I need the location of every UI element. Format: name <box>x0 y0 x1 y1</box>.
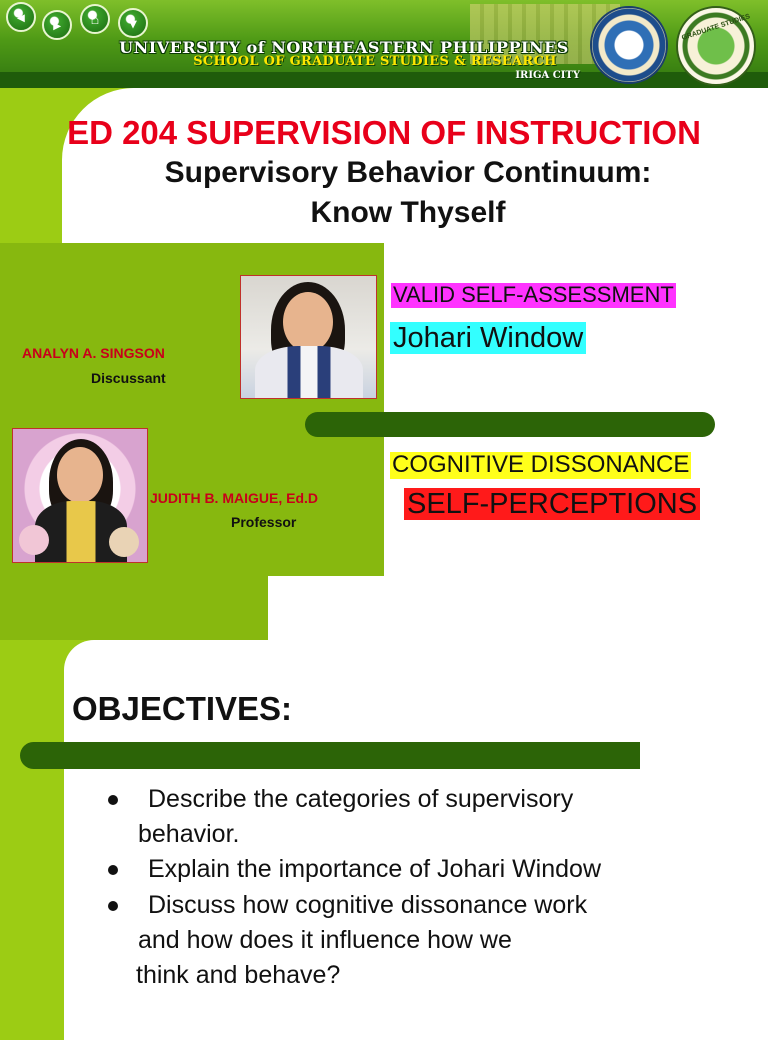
teddy-bear-icon <box>109 527 139 557</box>
divider-pill <box>305 412 715 437</box>
objectives-heading: OBJECTIVES: <box>72 690 293 727</box>
nav-home-icon[interactable]: ⌂ <box>80 4 110 34</box>
school-name: SCHOOL OF GRADUATE STUDIES & RESEARCH <box>193 54 557 69</box>
professor-photo <box>12 428 148 563</box>
nav-back-icon[interactable]: ◂ <box>6 2 36 32</box>
university-name: UNIVERSITY of NORTHEASTERN PHILIPPINES <box>119 38 569 57</box>
university-seal-icon <box>590 6 668 84</box>
objective-line: Discuss how cognitive dissonance work <box>148 891 588 919</box>
nav-menu-icon[interactable]: ▾ <box>118 8 148 38</box>
objective-item <box>108 888 587 993</box>
white-connector <box>268 576 384 640</box>
objective-line: think and behave? <box>136 961 341 989</box>
course-title: ED 204 SUPERVISION OF INSTRUCTION <box>67 114 701 151</box>
subtitle-line-2: Know Thyself <box>310 196 506 229</box>
discussant-role: Discussant <box>91 370 166 386</box>
bullet-icon <box>108 795 118 805</box>
subtitle-line-1: Supervisory Behavior Continuum: <box>164 156 652 189</box>
professor-name: JUDITH B. MAIGUE, Ed.D <box>150 490 319 506</box>
discussant-photo <box>240 275 377 399</box>
graduate-studies-seal-text: GRADUATE STUDIES <box>680 13 752 42</box>
objective-item <box>108 782 573 852</box>
objective-line: Explain the importance of Johari Window <box>148 855 602 883</box>
bullet-icon <box>108 865 118 875</box>
nav-forward-icon[interactable]: ▸ <box>42 10 72 40</box>
objectives-divider-pill <box>20 742 640 769</box>
discussant-name: ANALYN A. SINGSON <box>22 345 165 361</box>
objective-item <box>108 852 601 887</box>
left-green-strip <box>0 576 268 640</box>
topic-cognitive-dissonance: COGNITIVE DISSONANCE <box>392 451 690 478</box>
topic-johari-window: Johari Window <box>390 322 586 354</box>
professor-role: Professor <box>231 514 297 530</box>
topic-self-perceptions: SELF-PERCEPTIONS <box>404 488 700 520</box>
objective-line: and how does it influence how we <box>138 926 512 954</box>
bullet-icon <box>108 901 118 911</box>
objective-line: Describe the categories of supervisory <box>148 785 574 813</box>
objective-line: behavior. <box>138 820 240 848</box>
teddy-bear-icon <box>19 525 49 555</box>
topic-valid-self-assessment: VALID SELF-ASSESSMENT <box>393 282 674 307</box>
city-name: IRIGA CITY <box>515 70 580 81</box>
